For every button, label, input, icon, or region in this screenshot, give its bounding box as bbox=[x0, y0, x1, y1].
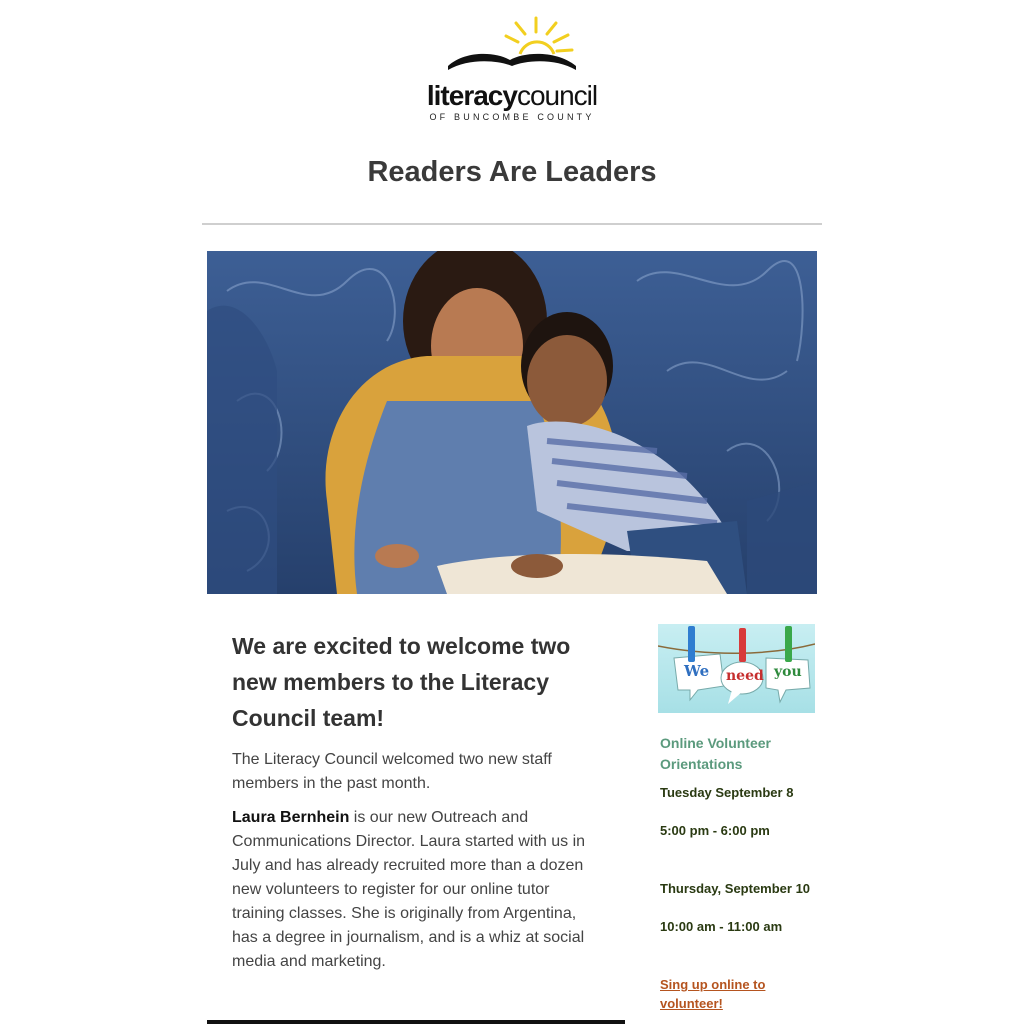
session1-date: Tuesday September 8 bbox=[660, 785, 794, 800]
article bbox=[232, 628, 602, 984]
person-name: Laura Bernhein bbox=[232, 809, 350, 826]
hero-photo[interactable] bbox=[207, 251, 817, 594]
logo-subtitle: OF BUNCOMBE COUNTY bbox=[429, 112, 595, 122]
bubble-word-you: you bbox=[774, 664, 802, 680]
sidebar bbox=[658, 624, 815, 1013]
we-need-you-image[interactable] bbox=[658, 624, 815, 713]
session2-time: 10:00 am - 11:00 am bbox=[660, 919, 783, 934]
page-headline: Readers Are Leaders bbox=[367, 156, 657, 188]
session2-date: Thursday, September 10 bbox=[660, 881, 811, 896]
signup-volunteer-link[interactable]: Sing up online to volunteer! bbox=[660, 977, 766, 1011]
article-heading: We are excited to welcome two new members to the Literacy Council team! bbox=[232, 633, 571, 731]
session1-time: 5:00 pm - 6:00 pm bbox=[660, 823, 770, 838]
person-description: is our new Outreach and Communications Director. Laura started with us in July and has already recruited more than a dozen new volunteers to register for our online tutor training classes. She is originally from Argentina, has a degree in journalism, and is a whiz at social media and marketing. bbox=[232, 809, 586, 970]
literacy-council-logo[interactable] bbox=[426, 14, 598, 126]
article-intro: The Literacy Council welcomed two new staff members in the past month. bbox=[232, 751, 552, 792]
section-bottom-bar bbox=[207, 1020, 625, 1024]
book-sun-icon bbox=[426, 14, 598, 78]
mother-and-son-reading-photo-icon bbox=[207, 251, 817, 594]
divider bbox=[202, 223, 822, 225]
bubble-word-we: We bbox=[684, 662, 710, 680]
logo-wordmark: literacycouncil bbox=[426, 80, 598, 111]
bubble-word-need: need bbox=[726, 668, 764, 684]
article-body bbox=[232, 806, 602, 974]
orientations-title: Online Volunteer Orientations bbox=[660, 735, 771, 772]
